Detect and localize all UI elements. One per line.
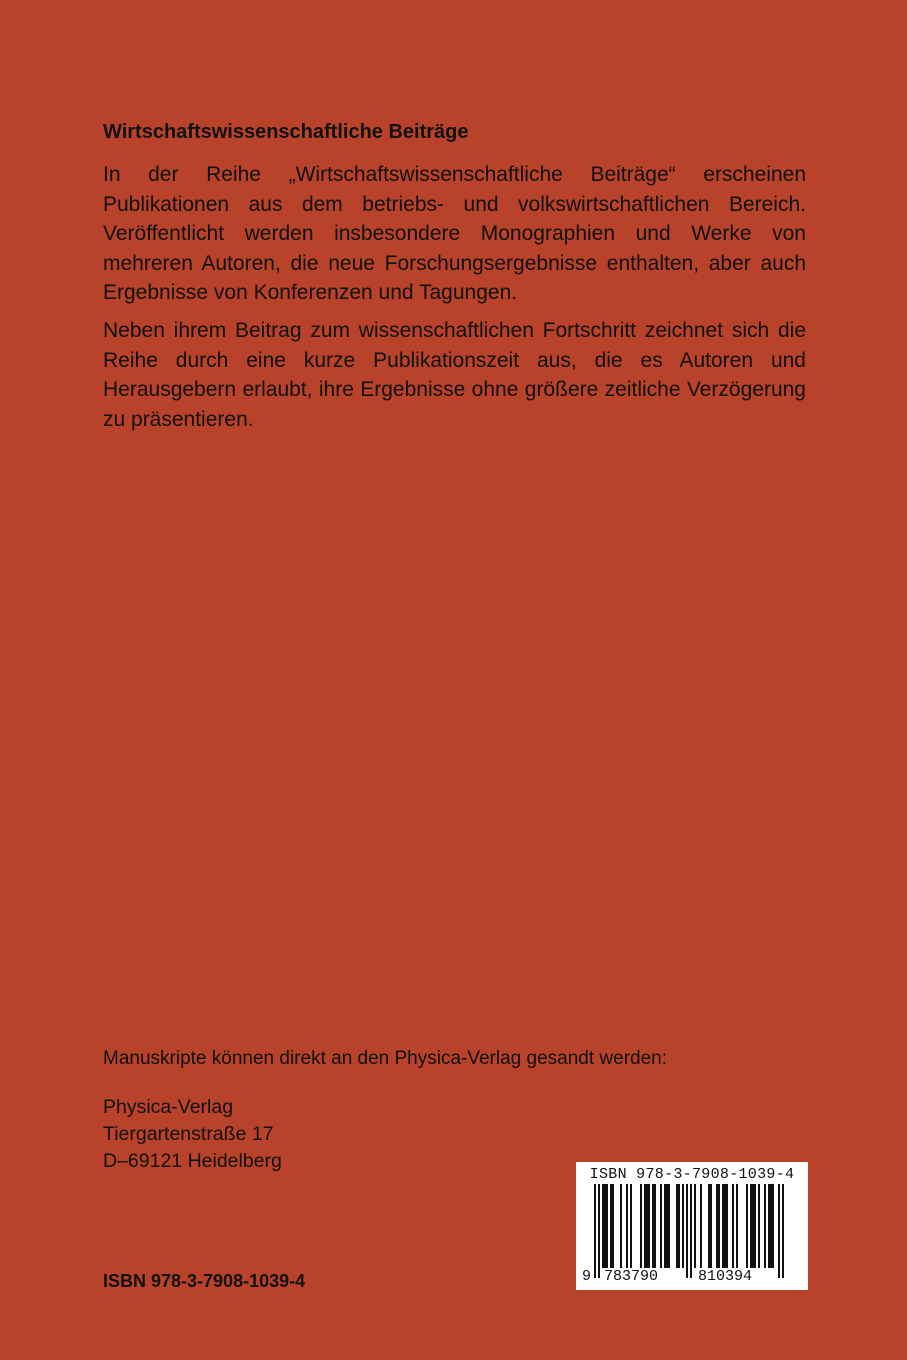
isbn-label: ISBN 978-3-7908-1039-4 (103, 1271, 306, 1291)
barcode-bar (640, 1184, 642, 1268)
publisher-city: D–69121 Heidelberg (103, 1150, 282, 1172)
barcode-bar (648, 1184, 650, 1268)
barcode-bar (652, 1184, 654, 1268)
barcode-bar (610, 1184, 612, 1268)
publisher-street: Tiergartenstraße 17 (103, 1123, 274, 1145)
barcode-bar (654, 1184, 656, 1268)
barcode-bar (718, 1184, 720, 1268)
barcode-bar (690, 1184, 692, 1278)
barcode-bar (646, 1184, 648, 1268)
barcode-bar (754, 1184, 756, 1268)
barcode-digit-first: 9 (582, 1268, 592, 1285)
barcode-bar (782, 1184, 784, 1278)
barcode-bar (664, 1184, 666, 1268)
barcode-bar (598, 1184, 600, 1278)
publisher-name: Physica-Verlag (103, 1096, 234, 1118)
barcode-bar (778, 1184, 780, 1278)
barcode-bar (612, 1184, 614, 1268)
barcode-bar (710, 1184, 712, 1268)
barcode-bar (678, 1184, 680, 1268)
barcode-bar (708, 1184, 710, 1268)
barcode-bar (606, 1184, 608, 1268)
barcode-bar (750, 1184, 752, 1268)
barcode-bar (732, 1184, 734, 1268)
barcode-bar (626, 1184, 628, 1268)
barcode-bar (630, 1184, 632, 1268)
barcode-bar (620, 1184, 622, 1268)
barcode-bar (668, 1184, 670, 1268)
barcode-isbn-header: ISBN 978-3-7908-1039-4 (589, 1166, 795, 1183)
barcode-bar (736, 1184, 738, 1268)
barcode-bar (666, 1184, 668, 1268)
barcode-bar (770, 1184, 772, 1268)
barcode-bar (752, 1184, 754, 1268)
barcode (576, 1162, 808, 1290)
series-description-paragraph: In der Reihe „Wirtschaftswissenschaftliche Beiträge“ erscheinen Publikationen aus dem betriebs- und volkswirtschaftlichen Bereich. Veröffentlicht werden insbesondere Monographien und Werke von mehreren Autoren, die neue Forschungsergebnisse enthalten, aber auch Ergebnisse von Konferenzen und Tagungen. (103, 163, 806, 304)
barcode-bar (676, 1184, 678, 1268)
barcode-bar (594, 1184, 596, 1278)
barcode-bar (772, 1184, 774, 1268)
barcode-bar (716, 1184, 718, 1268)
barcode-bar (660, 1184, 662, 1268)
barcode-bar (602, 1184, 604, 1268)
barcode-bar (724, 1184, 726, 1268)
barcode-digits-right: 810394 (698, 1268, 753, 1285)
barcode-bar (694, 1184, 696, 1268)
barcode-bar (764, 1184, 766, 1268)
barcode-bar (682, 1184, 684, 1268)
barcode-bar (604, 1184, 606, 1268)
barcode-bar (758, 1184, 760, 1268)
publisher-address (103, 1094, 282, 1175)
barcode-bar (746, 1184, 748, 1268)
barcode-bar (726, 1184, 728, 1268)
barcode-bar (644, 1184, 646, 1268)
series-title: Wirtschaftswissenschaftliche Beiträge (103, 121, 469, 143)
barcode-digits-left: 783790 (604, 1268, 659, 1285)
barcode-bar (686, 1184, 688, 1278)
barcode-bar (700, 1184, 702, 1268)
barcode-bar (768, 1184, 770, 1268)
manuscript-submission-note: Manuskripte können direkt an den Physica-Verlag gesandt werden: (103, 1048, 668, 1069)
barcode-bar (722, 1184, 724, 1268)
series-benefits-paragraph: Neben ihrem Beitrag zum wissenschaftlichen Fortschritt zeichnet sich die Reihe durch eine kurze Publikationszeit aus, die es Autoren und Herausgebern erlaubt, ihre Ergebnisse ohne größere zeitliche Verzögerung zu präsentieren. (103, 319, 806, 431)
barcode-graphic (576, 1162, 808, 1290)
